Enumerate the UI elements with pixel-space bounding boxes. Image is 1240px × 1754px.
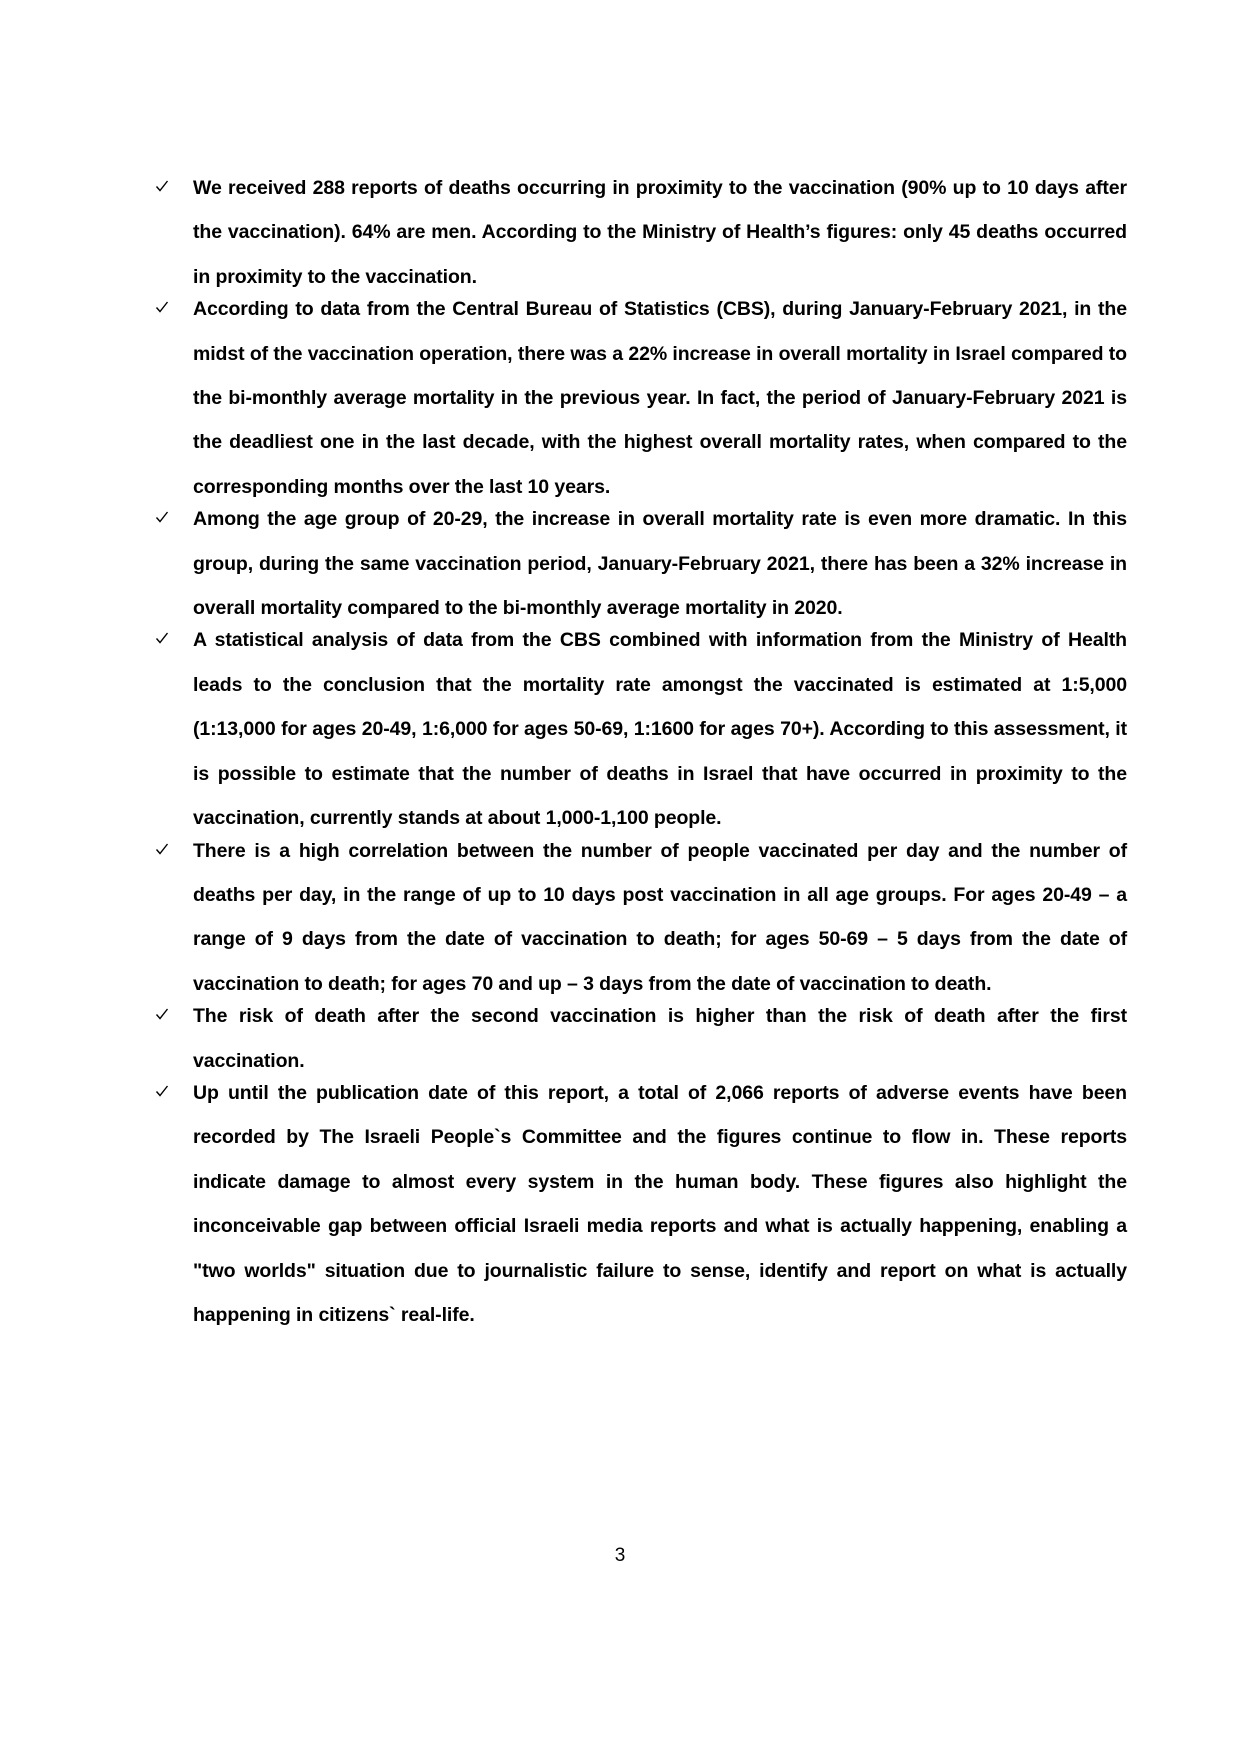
bullet-item xyxy=(155,287,1127,509)
checkmark-icon xyxy=(155,497,179,541)
bullet-text: We received 288 reports of deaths occurring in proximity to the vaccination (90% up to 10 days after the vaccination). 64% are men. According to the Ministry of Health’s figures: only 45 deaths occurred in proximity to the vaccination. xyxy=(193,177,1127,288)
bullet-item xyxy=(155,497,1127,630)
bullet-item xyxy=(155,829,1127,1007)
checkmark-icon xyxy=(155,166,179,210)
bullet-text: Among the age group of 20-29, the increase in overall mortality rate is even more dramatic. In this group, during the same vaccination period, January-February 2021, there has been a 32% increase in overall mortality compared to the bi-monthly average mortality in 2020. xyxy=(193,508,1127,620)
checkmark-icon xyxy=(155,287,179,331)
findings-bullet-list xyxy=(155,178,1127,1337)
bullet-text: A statistical analysis of data from the CBS combined with information from the Ministry of Health leads to the conclusion that the mortality rate amongst the vaccinated is estimated at 1:5,000 (1:13,000 for ages 20-49, 1:6,000 for ages 50-69, 1:1600 for ages 70+). According to this assessment, it is possible to estimate that the number of deaths in Israel that have occurred in proximity to the vaccination, currently stands at about 1,000-1,100 people. xyxy=(193,629,1127,830)
bullet-item xyxy=(155,994,1127,1083)
page-number: 3 xyxy=(614,1545,626,1566)
checkmark-icon xyxy=(155,994,179,1038)
bullet-item xyxy=(155,166,1127,299)
checkmark-icon xyxy=(155,618,179,662)
bullet-text: There is a high correlation between the number of people vaccinated per day and the number of deaths per day, in the range of up to 10 days post vaccination in all age groups. For ages 20-49 – a range of 9 days from the date of vaccination to death; for ages 50-69 – 5 days from the date of vaccination to death; for ages 70 and up – 3 days from the date of vaccination to death. xyxy=(193,839,1127,995)
bullet-text: Up until the publication date of this report, a total of 2,066 reports of adverse events have been recorded by The Israeli People`s Committee and the figures continue to flow in. These reports indicate damage to almost every system in the human body. These figures also highlight the inconceivable gap between official Israeli media reports and what is actually happening, enabling a "two worlds" situation due to journalistic failure to sense, identify and report on what is actually happening in citizens` real-life. xyxy=(193,1081,1127,1326)
bullet-item xyxy=(155,618,1127,840)
bullet-item xyxy=(155,1071,1127,1337)
checkmark-icon xyxy=(155,1071,179,1115)
bullet-text: The risk of death after the second vaccination is higher than the risk of death after the first vaccination. xyxy=(193,1005,1127,1072)
checkmark-icon xyxy=(155,829,179,873)
bullet-text: According to data from the Central Bureau of Statistics (CBS), during January-February 2021, in the midst of the vaccination operation, there was a 22% increase in overall mortality in Israel compared to the bi-monthly average mortality in the previous year. In fact, the period of January-February 2021 is the deadliest one in the last decade, with the highest overall mortality rates, when compared to the corresponding months over the last 10 years. xyxy=(193,298,1127,498)
